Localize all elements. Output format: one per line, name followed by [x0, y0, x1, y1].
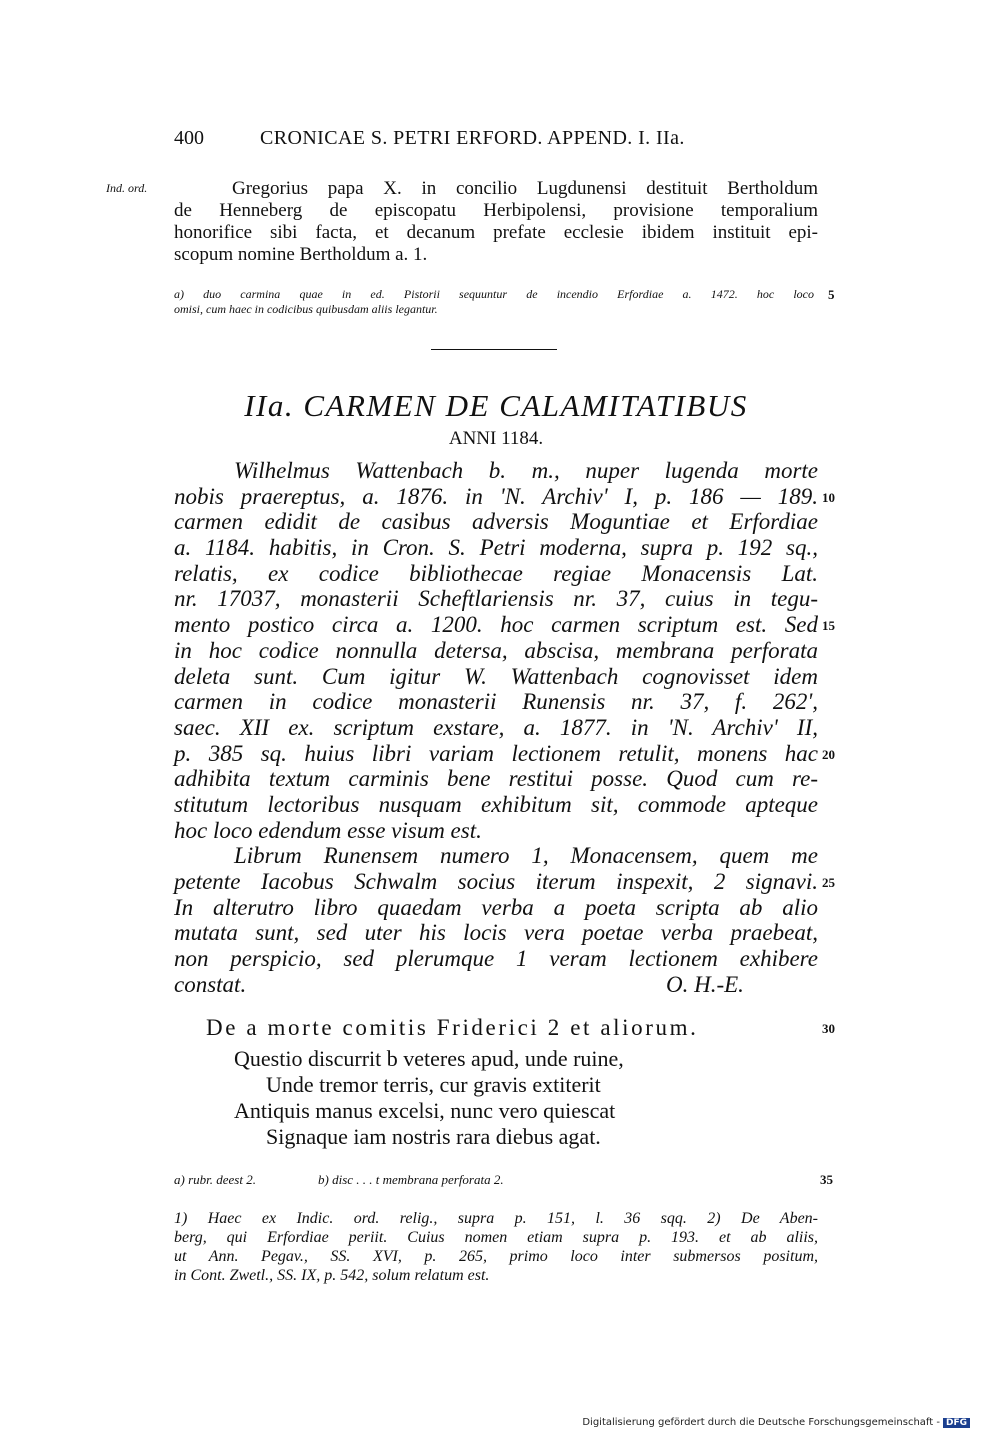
top-footnote-line: omisi, cum haec in codicibus quibusdam aliis legantur.: [174, 302, 438, 316]
line-number: 25: [822, 875, 835, 890]
intro-line: relatis, ex codice bibliothecae regiae Monacensis Lat.: [174, 560, 818, 586]
intro-last-line: constat.: [174, 971, 247, 997]
intro-line: nr. 17037, monasterii Scheftlariensis nr. 37, cuius in tegu-: [174, 586, 818, 612]
poem-verse: Questio discurrit b veteres apud, unde ruine,: [234, 1046, 624, 1071]
line-number: 15: [822, 618, 835, 633]
intro-line: carmen in codice monasterii Runensis nr. 37, f. 262',: [174, 689, 818, 715]
line-number: 35: [820, 1172, 833, 1187]
top-footnote-line: a) duo carmina quae in ed. Pistorii sequuntur de incendio Erfordiae a. 1472. hoc loco: [174, 287, 814, 301]
intro-line: mento postico circa a. 1200. hoc carmen scriptum est. Sed: [174, 612, 818, 638]
intro-line: carmen edidit de casibus adversis Moguntiae et Erfordiae: [174, 509, 818, 535]
intro-line: petente Iacobus Schwalm socius iterum inspexit, 2 signavi.: [174, 869, 818, 894]
top-text-line: honorifice sibi facta, et decanum prefate ecclesie ibidem instituit epi-: [174, 222, 818, 243]
poem-title: De a morte comitis Friderici 2 et aliorum.: [206, 1015, 699, 1040]
top-text-line: de Henneberg de episcopatu Herbipolensi, provisione temporalium: [174, 200, 818, 221]
intro-line: nobis praereptus, a. 1876. in 'N. Archiv' I, p. 186 — 189.: [174, 483, 818, 509]
line-number: 5: [828, 287, 835, 302]
dfg-logo: DFG: [943, 1418, 970, 1428]
intro-line: In alterutro libro quaedam verba a poeta scripta ab alio: [174, 894, 818, 920]
intro-line: p. 385 sq. huius libri variam lectionem retulit, monens hac: [174, 740, 818, 766]
running-title: CRONICAE S. PETRI ERFORD. APPEND. I. IIa.: [260, 127, 685, 149]
bottom-footnotes: [174, 1209, 818, 1285]
poem-verse: Unde tremor terris, cur gravis extiterit: [266, 1072, 601, 1097]
intro-line: a. 1184. habitis, in Cron. S. Petri moderna, supra p. 192 sq.,: [174, 535, 818, 561]
separator-rule: [431, 349, 557, 350]
intro-line: adhibita textum carminis bene restitui posse. Quod cum re-: [174, 766, 818, 792]
footer-text: Digitalisierung gefördert durch die Deutsche Forschungsgemeinschaft -: [582, 1417, 940, 1428]
intro-line: non perspicio, sed plerumque 1 veram lectionem exhibere: [174, 946, 818, 972]
footnote-line: ut Ann. Pegav., SS. XVI, p. 265, primo loco inter submersos positum,: [174, 1248, 818, 1265]
intro-line: Librum Runensem numero 1, Monacensem, quem me: [234, 843, 818, 869]
section-subheading: ANNI 1184.: [448, 428, 544, 449]
intro-line: deleta sunt. Cum igitur W. Wattenbach cognovisset idem: [174, 663, 818, 689]
editor-signature: O. H.-E.: [666, 971, 744, 997]
intro-line: [174, 972, 818, 998]
footnote-line: berg, qui Erfordiae periit. Cuius nomen etiam supra p. 193. et ab aliis,: [174, 1229, 818, 1246]
intro-line: stitutum lectoribus nusquam exhibitum sit, commode apteque: [174, 791, 818, 817]
footnote-line: 1) Haec ex Indic. ord. relig., supra p. 151, l. 36 sqq. 2) De Aben-: [174, 1210, 818, 1227]
variant-footnote-b: b) disc . . . t membrana perforata 2.: [318, 1172, 504, 1187]
intro-line: Wilhelmus Wattenbach b. m., nuper lugenda morte: [234, 458, 818, 483]
top-text: [174, 178, 818, 266]
top-footnote: [174, 287, 814, 317]
line-number: 30: [822, 1021, 835, 1036]
intro-paragraph: [174, 458, 818, 997]
intro-line: in hoc codice nonnulla detersa, abscisa, membrana perforata: [174, 637, 818, 663]
digitization-footer: [582, 1417, 970, 1428]
variant-footnote-a: a) rubr. deest 2.: [174, 1172, 256, 1187]
footnote-line: in Cont. Zwetl., SS. IX, p. 542, solum relatum est.: [174, 1267, 490, 1284]
poem-verse: Signaque iam nostris rara diebus agat.: [266, 1124, 601, 1149]
line-number: 20: [822, 747, 835, 762]
line-number: 10: [822, 490, 835, 505]
intro-line: mutata sunt, sed uter his locis vera poetae verba praebeat,: [174, 920, 818, 946]
margin-note: Ind. ord.: [106, 181, 148, 195]
page-number: 400: [174, 127, 204, 149]
intro-line: hoc loco edendum esse visum est.: [174, 817, 482, 843]
section-heading: IIa. CARMEN DE CALAMITATIBUS: [244, 388, 748, 423]
intro-line: saec. XII ex. scriptum exstare, a. 1877. in 'N. Archiv' II,: [174, 714, 818, 740]
top-text-line: scopum nomine Bertholdum a. 1.: [174, 244, 428, 265]
poem-verse: Antiquis manus excelsi, nunc vero quiescat: [234, 1098, 616, 1123]
top-text-line: Gregorius papa X. in concilio Lugdunensi destituit Bertholdum: [232, 178, 818, 199]
